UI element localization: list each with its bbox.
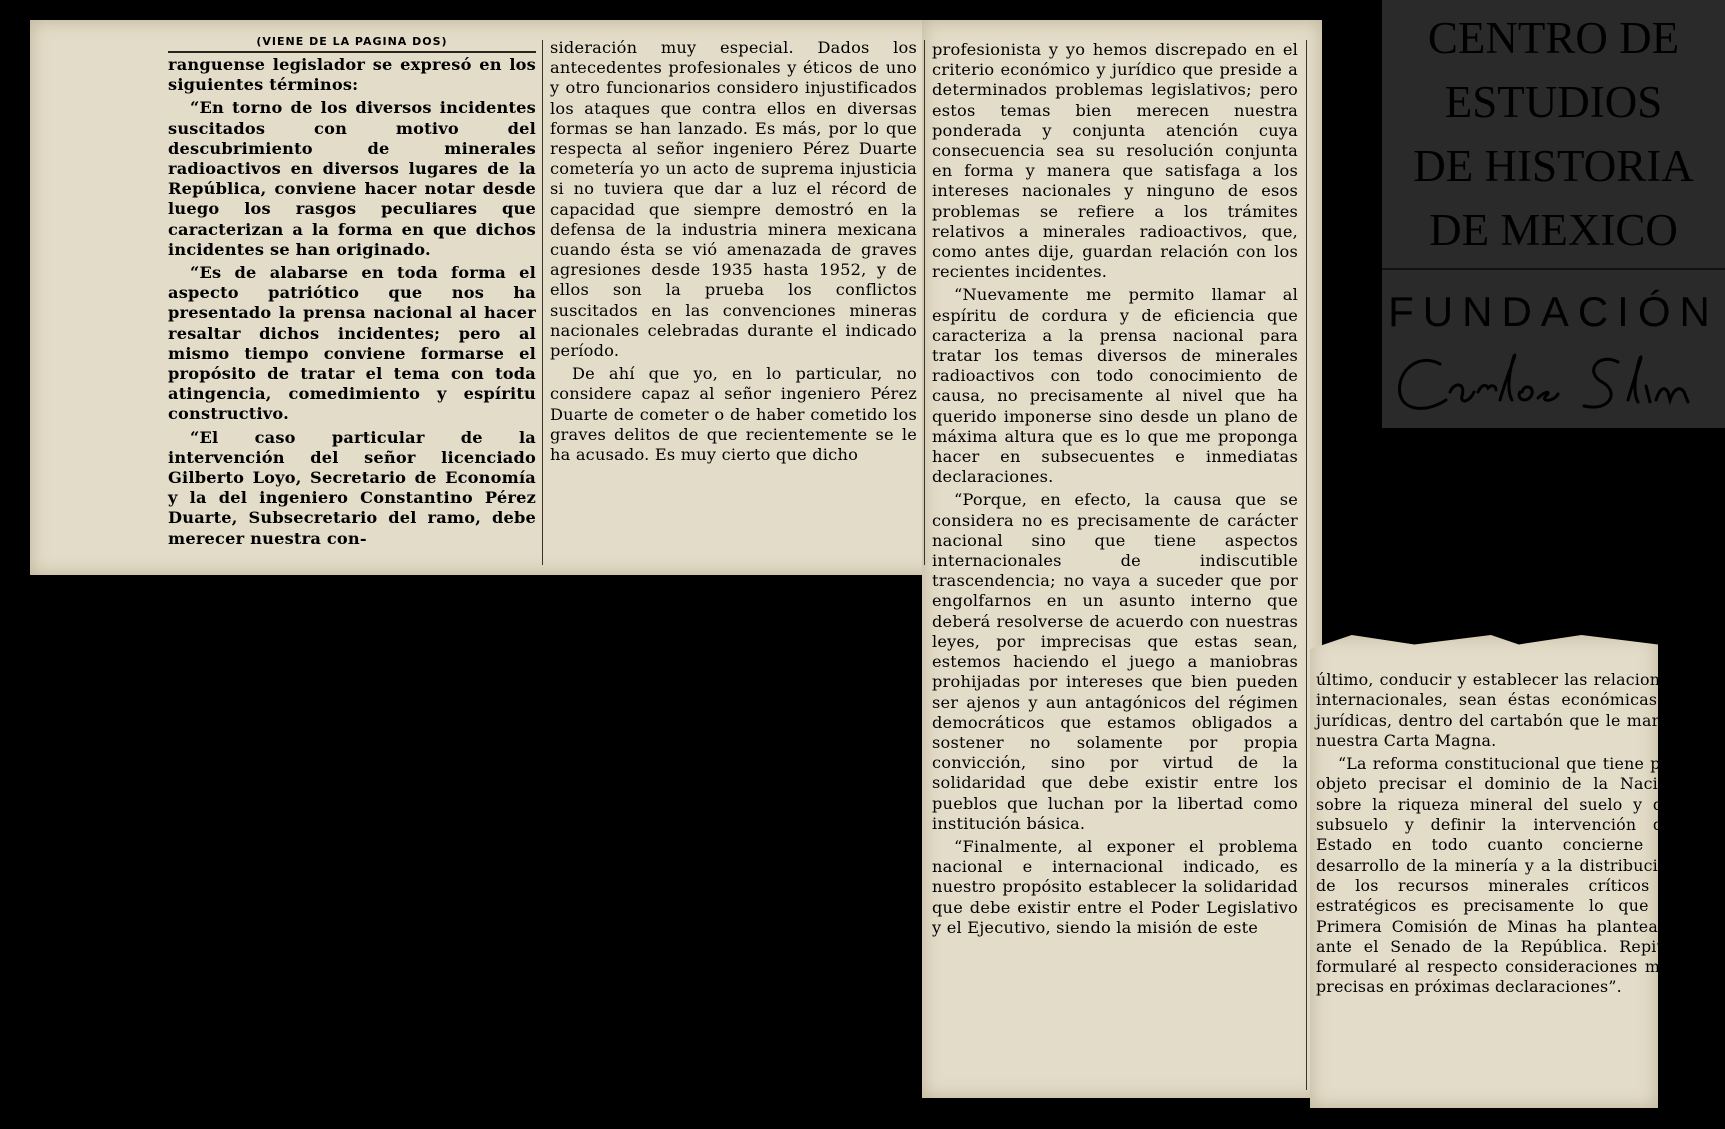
paragraph: De ahí que yo, en lo particular, no considere capaz al señor ingeniero Pérez Duarte de cometer o de haber cometido los graves delitos de que recientemente se le ha acusado. Es muy cierto que dicho xyxy=(550,364,917,465)
article-column-1 xyxy=(168,55,536,549)
paragraph: profesionista y yo hemos discrepado en el criterio económico y jurídico que preside a determinados problemas legislativos; pero estos temas bien merecen nuestra ponderada y conjunta atención cuya consecuencia sea su resolución conjunta en forma y manera que satisfaga a los intereses nacionales y ninguno de esos problemas se refiere a los trámites relativos a minerales radioactivos, que, como antes dije, guardan relación con los recientes incidentes. xyxy=(932,40,1298,282)
paragraph: ranguense legislador se expresó en los siguientes términos: xyxy=(168,55,536,95)
article-column-4 xyxy=(1316,670,1678,998)
paragraph: sideración muy especial. Dados los antecedentes profesionales y éticos de uno y otro funcionarios considero injustificados los ataques que contra ellos en diversas formas se han lanzado. Es más, por lo que respecta al señor ingeniero Pérez Duarte cometería yo un acto de suprema injusticia si no tuviera que dar a luz el récord de capacidad que siempre demostró en la defensa de la industria minera mexicana cuando ésta se vió amenazada de graves agresiones desde 1935 hasta 1952, y de ellos son la prueba los conflictos suscitados en las convenciones mineras nacionales celebradas durante el indicado período. xyxy=(550,38,917,361)
paragraph: “El caso particular de la intervención del señor licenciado Gilberto Loyo, Secretario de Economía y la del ingeniero Constantino Pérez Duarte, Subsecretario del ramo, debe merecer nuestra con- xyxy=(168,427,536,548)
logo-line: DE MEXICO xyxy=(1429,205,1678,255)
paragraph: “Finalmente, al exponer el problema nacional e internacional indicado, es nuestro propósito establecer la solidaridad que debe existir entre el Poder Legislativo y el Ejecutivo, siendo la misión de este xyxy=(932,836,1298,937)
article-column-3 xyxy=(932,40,1298,938)
logo-line: ESTUDIOS xyxy=(1444,77,1663,127)
paragraph: “En torno de los diversos incidentes suscitados con motivo del descubrimiento de minerales radioactivos en diversos lugares de la República, conviene hacer notar desde luego los rasgos peculiares que caracterizan a la forma en que dichos incidentes se han originado. xyxy=(168,98,536,259)
logo-line: DE HISTORIA xyxy=(1413,141,1694,191)
paragraph: “La reforma constitucional que tiene por objeto precisar el dominio de la Nación sobre la riqueza mineral del suelo y del subsuelo y definir la intervención del Estado en todo cuanto concierne al desarrollo de la minería y a la distribución de los recursos minerales críticos y estratégicos es precisamente lo que la Primera Comisión de Minas ha planteado ante el Senado de la República. Repito, formularé al respecto consideraciones más precisas en próximas declaraciones”. xyxy=(1316,754,1678,997)
logo-fundacion: FUNDACIÓN xyxy=(1388,288,1719,335)
article-column-2 xyxy=(550,38,917,465)
paragraph: “Nuevamente me permito llamar al espíritu de cordura y de eficiencia que caracteriza a la prensa nacional para tratar los temas diversos de minerales radioactivos con todo conocimiento de causa, no precisamente al nivel que ha querido imponerse sino desde un plano de máxima altura que es lo que me proponga hacer en subsecuentes e inmediatas declaraciones. xyxy=(932,285,1298,487)
column-rule xyxy=(1306,40,1307,1090)
column-rule xyxy=(924,40,925,565)
paragraph: “Porque, en efecto, la causa que se considera no es precisamente de carácter nacional sino que tiene aspectos internacionales de indiscutible trascendencia; no vaya a suceder que por engolfarnos en un asunto interno que deberá resolverse de acuerdo con nuestras leyes, por imprecisas que estas sean, estemos haciendo el juego a maniobras prohijadas por intereses que bien pueden ser ajenos y aun antagónicos del régimen democráticos que estamos obligados a sostener no solamente por propia convicción, sino por virtud de la solidaridad que debe existir entre los pueblos que luchan por la libertad como institución básica. xyxy=(932,490,1298,833)
paragraph: último, conducir y establecer las relaciones internacionales, sean éstas económicas o jurídicas, dentro del cartabón que le marca nuestra Carta Magna. xyxy=(1316,670,1678,750)
paragraph: “Es de alabarse en toda forma el aspecto patriótico que nos ha presentado la prensa nacional al hacer resaltar dichos incidentes; pero al mismo tiempo conviene formarse el propósito de tratar el tema con toda atingencia, comedimiento y espíritu constructivo. xyxy=(168,263,536,424)
column-rule xyxy=(542,40,543,565)
archive-logo xyxy=(1382,0,1725,428)
signature-icon xyxy=(1388,342,1718,422)
logo-line: CENTRO DE xyxy=(1427,13,1680,63)
logo-divider xyxy=(1382,268,1725,270)
continuation-header: (VIENE DE LA PAGINA DOS) xyxy=(168,35,536,53)
